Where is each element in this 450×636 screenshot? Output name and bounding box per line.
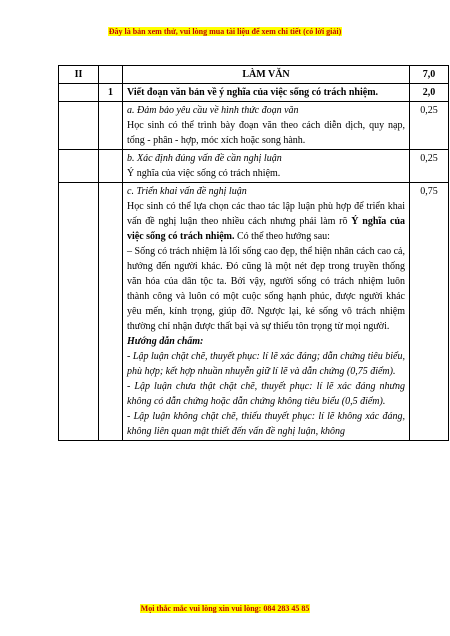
empty-cell [99,183,123,441]
criterion-a-score: 0,25 [410,102,449,150]
empty-cell [59,84,99,102]
empty-cell [59,150,99,183]
criterion-c-cell [123,183,410,441]
contact-text: Mọi thắc mắc vui lòng xin vui lòng: 084 283 45 85 [140,604,310,613]
grading-guide-heading: Hướng dẫn chấm: [127,336,204,347]
empty-cell [59,183,99,441]
answer-key-table [58,65,449,441]
criterion-a-row [59,102,449,150]
empty-cell [99,150,123,183]
criterion-c-intro-text: Học sinh có thể lựa chọn các thao tác lập luận phù hợp để triển khai vấn đề nghị luận theo nhiều cách nhưng phải làm rõ [127,201,405,227]
empty-cell [59,102,99,150]
criterion-c-score: 0,75 [410,183,449,441]
grading-guide-item-1: - Lập luận chặt chẽ, thuyết phục: lí lẽ xác đáng; dẫn chứng tiêu biểu, phù hợp; kết hợp nhuần nhuyễn giữ lí lẽ và dẫn chứng (0,75 điểm). [127,351,405,377]
section-score: 7,0 [410,66,449,84]
criterion-b-row [59,150,449,183]
preview-notice-text: Đây là bản xem thử, vui lòng mua tài liệu để xem chi tiết (có lời giải) [108,27,342,36]
contact-banner [0,603,450,615]
question-title: Viết đoạn văn bản về ý nghĩa của việc sống có trách nhiệm. [123,84,410,102]
criterion-b-score: 0,25 [410,150,449,183]
criterion-c-intro-tail: Có thể theo hướng sau: [234,231,330,242]
empty-cell [99,66,123,84]
criterion-b-text: Ý nghĩa của việc sống có trách nhiệm. [127,168,281,179]
criterion-c-topic: Ý nghĩa của việc sống có trách nhiệm. [127,216,406,242]
grading-guide-item-3: - Lập luận không chặt chẽ, thiếu thuyết phục: lí lẽ không xác đáng, không liên quan mật thiết đến vấn đề nghị luận, không [127,411,405,437]
criterion-c-argument: – Sống có trách nhiệm là lối sống cao đẹp, thể hiện nhân cách cao cả, hướng đến người khác. Đó cũng là một nét đẹp trong truyền thống văn hóa của dân tộc ta. Bởi vậy, người sống có trách nhiệm luôn thành công và luôn có một cuộc sống hạnh phúc, được người khác yêu mến, kính trọng, giúp đỡ. Ngược lại, kẻ sống vô trách nhiệm thường chỉ nhận được thất bại và sự thiếu tôn trọng từ mọi người. [127,246,405,332]
section-number: II [59,66,99,84]
section-title: LÀM VĂN [123,66,410,84]
criterion-c-heading: c. Triển khai vấn đề nghị luận [127,186,247,197]
section-row [59,66,449,84]
criterion-a-cell [123,102,410,150]
grading-guide-item-2: - Lập luận chưa thật chặt chẽ, thuyết phục: lí lẽ xác đáng nhưng không có dẫn chứng hoặc dẫn chứng không tiêu biểu (0,5 điểm). [127,381,405,407]
question-score: 2,0 [410,84,449,102]
preview-notice-banner [0,26,450,38]
criterion-a-heading: a. Đảm bảo yêu cầu về hình thức đoạn văn [127,105,299,116]
question-row [59,84,449,102]
empty-cell [99,102,123,150]
criterion-c-row [59,183,449,441]
criterion-b-heading: b. Xác định đúng vấn đề cần nghị luận [127,153,282,164]
criterion-b-cell [123,150,410,183]
question-number: 1 [99,84,123,102]
criterion-c-intro [127,199,405,244]
criterion-a-text: Học sinh có thể trình bày đoạn văn theo cách diễn dịch, quy nạp, tổng - phân - hợp, móc xích hoặc song hành. [127,120,405,146]
